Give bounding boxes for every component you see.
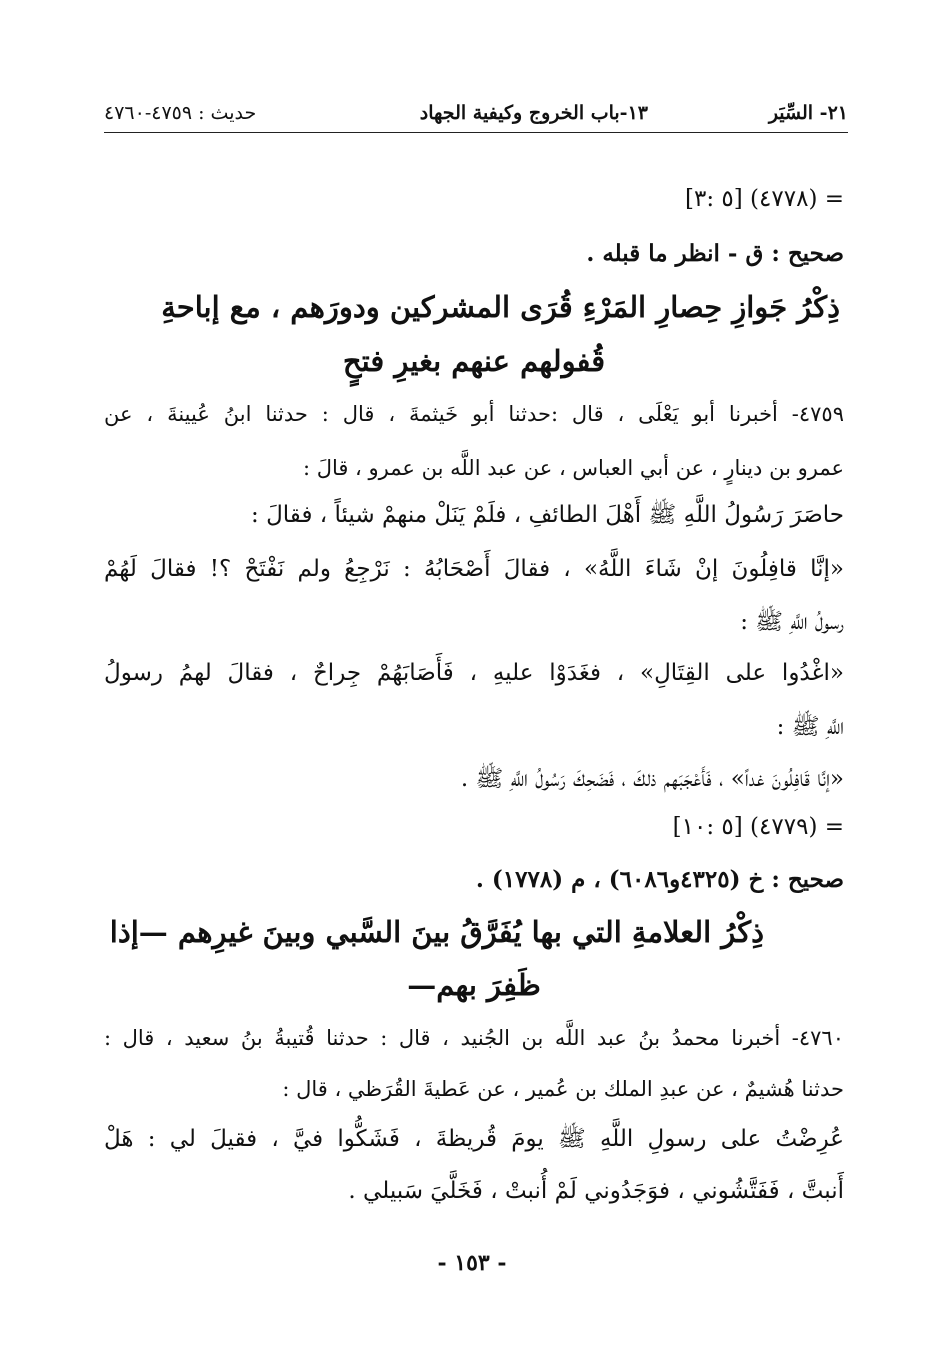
grading-line: صحيح : ق - انظر ما قبله .	[586, 240, 844, 267]
chapter-heading: ذِكْرُ جَوازِ حِصارِ المَرْءِ قُرَى المشركين ودورَهم ، مع إباحةِ	[161, 290, 840, 324]
hadith-isnad-line: ٤٧٥٩- أخبرنا أبو يَعْلَى ، قال :حدثنا أبو خَيثمةَ ، قال : حدثنا ابنُ عُيينةَ ، عن	[104, 402, 844, 426]
chapter-heading: ذِكْرُ العلامةِ التي بها يُفَرَّقُ بينَ السَّبي وبينَ غيرِهم —إذا	[109, 915, 764, 949]
hadith-isnad-line: ٤٧٦٠- أخبرنا محمدُ بنُ عبد اللَّه بن الجُنيد ، قال : حدثنا قُتيبةُ بنُ سعيد ، قال :	[104, 1026, 844, 1050]
grading-line: صحيح : خ (٤٣٢٥و٦٠٨٦) ، م (١٧٧٨) .	[475, 866, 844, 893]
hadith-isnad-line: عمرو بن دينارٍ ، عن أبي العباس ، عن عبد اللَّه بن عمرو ، قالَ :	[302, 456, 844, 480]
hadith-text-line: اللَّهِ ﷺ :	[776, 714, 844, 740]
reference-line: = (٤٧٧٩) [٥ :١٠]	[672, 814, 844, 840]
hadith-text-line: «إنَّا قافِلُونَ إنْ شَاءَ اللَّهُ» ، فقالَ أَصْحَابُهُ : نَرْجِعُ ولم نَفْتَحْ ؟! فقالَ لَهُمْ	[104, 556, 845, 582]
hadith-text-line: حاصَرَ رَسُولُ اللَّهِ ﷺ أَهْلَ الطائفِ ، فلَمْ يَنَلْ منهمْ شيئاً ، فقالَ :	[251, 502, 844, 528]
hadith-text-line: أَنبتَّ ، فَفَتَّشُوني ، فوَجَدُوني لَمْ أُنبتْ ، فَخَلَّيَ سَبيلي .	[348, 1178, 844, 1204]
hadith-text-line: «إنَّا قَافِلُونَ غداً» ، فَأَعْجَبَهم ذلكَ ، فَضَحِكَ رَسُولُ اللَّهِ ﷺ .	[460, 766, 844, 792]
hadith-text-line: «اغْدُوا على القِتَالِ» ، فغَدَوْا عليهِ ، فَأَصَابَهُمْ جِراحٌ ، فقالَ لهمُ رسولُ	[104, 660, 844, 686]
chapter-heading-continued: قُفولهم عنهم بغيرِ فتحٍ	[342, 344, 606, 378]
hadith-text-line: عُرِضْتُ على رسولِ اللَّهِ ﷺ يومَ قُريظةَ ، فَشَكُّوا فيَّ ، فقيلَ لي : هَلْ	[104, 1126, 844, 1152]
section-title: ١٣-باب الخروج وكيفية الجهاد	[419, 102, 648, 124]
chapter-title: ٢١- السِّيَر	[768, 102, 848, 124]
running-header	[104, 92, 848, 133]
chapter-heading-continued: ظَفِرَ بهم—	[407, 968, 541, 1002]
reference-line: = (٤٧٧٨) [٥ :٣]	[684, 186, 844, 212]
page-number: - ١٥٣ -	[437, 1250, 507, 1276]
hadith-isnad-line: حدثنا هُشيمٌ ، عن عبدِ الملك بن عُمير ، عن عَطيةَ القُرَظي ، قال :	[282, 1077, 844, 1101]
hadith-text-line: رسولُ اللَّهِ ﷺ :	[740, 609, 844, 635]
hadith-range: حديث : ٤٧٥٩-٤٧٦٠	[104, 102, 257, 124]
